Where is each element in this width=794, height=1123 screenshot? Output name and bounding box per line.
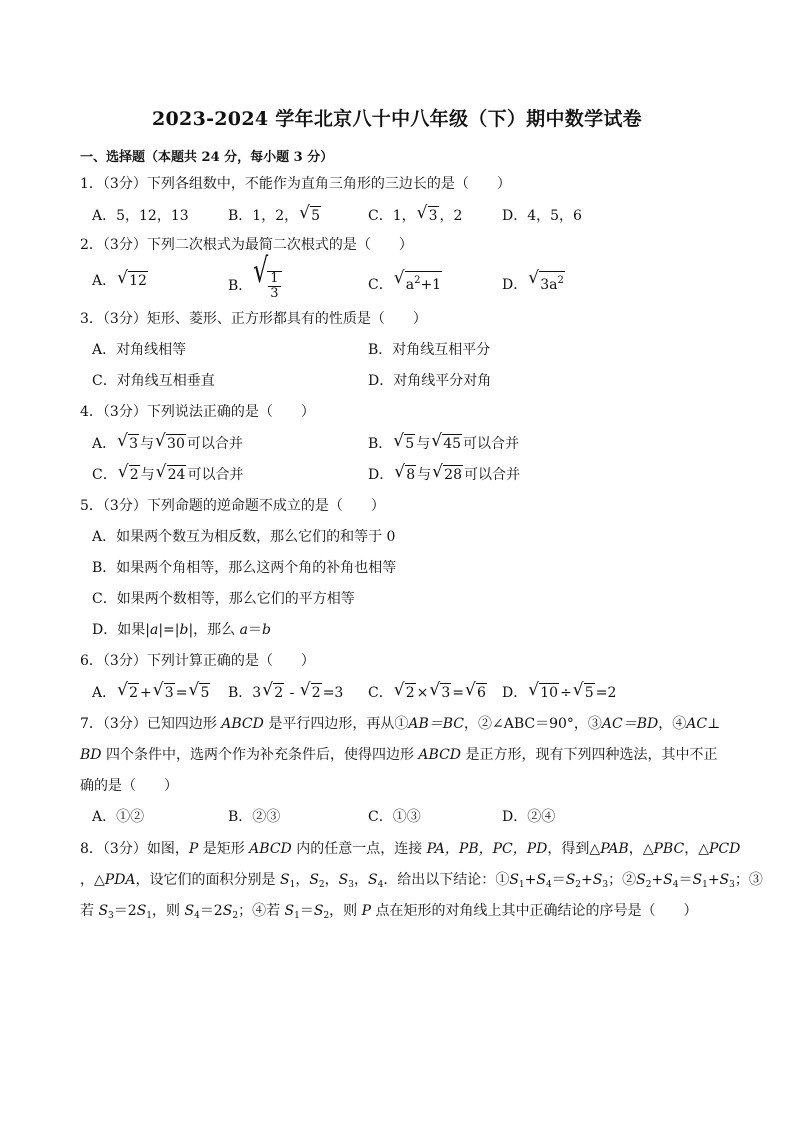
question-5-option-b[interactable]: B．如果两个角相等，那么这两个角的补角也相等 xyxy=(92,560,397,576)
question-2-stem: 2．（3分）下列二次根式为最简二次根式的是（ ） xyxy=(80,237,413,253)
option-text: C．1， xyxy=(368,208,416,224)
question-4-option-c[interactable]: C． √ 2 与 √ 24 可以合并 xyxy=(92,462,244,483)
question-5-option-d[interactable]: D．如果|a|=|b|，那么 a＝b xyxy=(92,622,271,638)
question-8-stem-line-3: 若 $S_3=2S_1$，则 $S_4=2S_2$；④若 $S_1=S_2$，则 P 点在矩形的对角线上其中正确结论的序号是（ ） xyxy=(80,903,698,921)
sqrt-expression: √ 3 xyxy=(416,203,438,224)
question-7-stem-line-2: BD 四个条件中，选两个作为补充条件后，使得四边形 ABCD 是正方形，现有下列四种选法，其中不正 xyxy=(80,747,718,763)
question-4-option-b[interactable]: B． √ 5 与 √ 45 可以合并 xyxy=(368,431,520,452)
sqrt-expression: √ 12 xyxy=(117,268,147,289)
question-2-option-c[interactable] xyxy=(368,268,443,295)
option-text: D． xyxy=(502,277,528,293)
question-3-option-a[interactable]: A．对角线相等 xyxy=(92,342,187,358)
question-4-option-d[interactable]: D． √ 8 与 √ 28 可以合并 xyxy=(368,462,520,483)
question-5-stem: 5．（3分）下列命题的逆命题不成立的是（ ） xyxy=(80,498,385,514)
question-3-option-d[interactable]: D．对角线平分对角 xyxy=(368,373,492,389)
question-2-option-a[interactable] xyxy=(92,268,149,291)
question-3-option-b[interactable]: B．对角线互相平分 xyxy=(368,342,491,358)
question-7-option-b[interactable]: B．②③ xyxy=(228,809,281,825)
question-8-stem-line-2: ，△PDA，设它们的面积分别是 $S_1$，$S_2$，$S_3$，$S_4$．给出以下结论：$①S_1+S_4=S_2+S_3$；$②S_2+S_4=S_1+S_3$；③ xyxy=(80,872,763,890)
option-text: B．1，2， xyxy=(228,208,299,224)
sqrt-fraction: √ $\frac{1}{3}$ xyxy=(253,271,281,301)
question-5-option-a[interactable]: A．如果两个数互为相反数，那么它们的和等于 0 xyxy=(92,529,396,545)
page-title: 2023-2024 学年北京八十中八年级（下）期中数学试卷 xyxy=(152,108,642,130)
question-1-option-d[interactable]: D．4，5，6 xyxy=(502,208,582,224)
question-7-option-a[interactable]: A．①② xyxy=(92,809,145,825)
question-7-stem-line-1: 7．（3分）已知四边形 ABCD 是平行四边形，再从①AB＝BC，②∠ABC＝90°，③AC＝BD，④AC⊥ xyxy=(80,716,721,732)
option-text: A． xyxy=(92,273,117,289)
section-heading: 一、选择题（本题共 24 分，每小题 3 分） xyxy=(80,150,334,165)
question-6-stem: 6．（3分）下列计算正确的是（ ） xyxy=(80,653,315,669)
question-4-option-a[interactable]: A． √ 3 与 √ 30 可以合并 xyxy=(92,431,243,452)
question-3-stem: 3．（3分）矩形、菱形、正方形都具有的性质是（ ） xyxy=(80,311,427,327)
question-6-option-c[interactable]: C． √ 2 × √ 3 = √ 6 xyxy=(368,680,486,701)
question-4-stem: 4．（3分）下列说法正确的是（ ） xyxy=(80,404,315,420)
question-7-option-d[interactable]: D．②④ xyxy=(502,809,556,825)
sqrt-expression: √ $3a^2$ xyxy=(528,268,564,293)
sqrt-expression: √ $a^2+1$ xyxy=(393,268,442,293)
option-text: C． xyxy=(368,277,393,293)
question-1-stem: 1．（3分）下列各组数中，不能作为直角三角形的三边长的是（ ） xyxy=(80,176,511,192)
question-6-option-b[interactable]: B．3 √ 2 - √ 2 =3 xyxy=(228,680,344,701)
sqrt-expression: √ 5 xyxy=(299,203,321,224)
question-6-option-a[interactable]: A． √ 2 + √ 3 = √ 5 xyxy=(92,680,210,701)
question-1-option-c[interactable] xyxy=(368,203,463,226)
question-7-stem-line-3: 确的是（ ） xyxy=(80,778,178,794)
question-7-option-c[interactable]: C．①③ xyxy=(368,809,421,825)
question-1-option-a[interactable]: A．5，12，13 xyxy=(92,208,189,224)
question-2-option-b[interactable] xyxy=(228,251,283,301)
question-8-stem-line-1: 8．（3分）如图，P 是矩形 ABCD 内的任意一点，连接 PA，PB，PC，PD，得到△PAB，△PBC，△PCD xyxy=(80,841,741,857)
question-3-option-c[interactable]: C．对角线互相垂直 xyxy=(92,373,215,389)
question-6-option-d[interactable]: D． √ 10 ÷ √ 5 =2 xyxy=(502,680,617,701)
question-5-option-c[interactable]: C．如果两个数相等，那么它们的平方相等 xyxy=(92,591,355,607)
question-1-option-b[interactable] xyxy=(228,203,322,226)
option-text: B． xyxy=(228,278,253,294)
option-text: ，2 xyxy=(439,208,463,224)
question-2-option-d[interactable] xyxy=(502,268,566,295)
